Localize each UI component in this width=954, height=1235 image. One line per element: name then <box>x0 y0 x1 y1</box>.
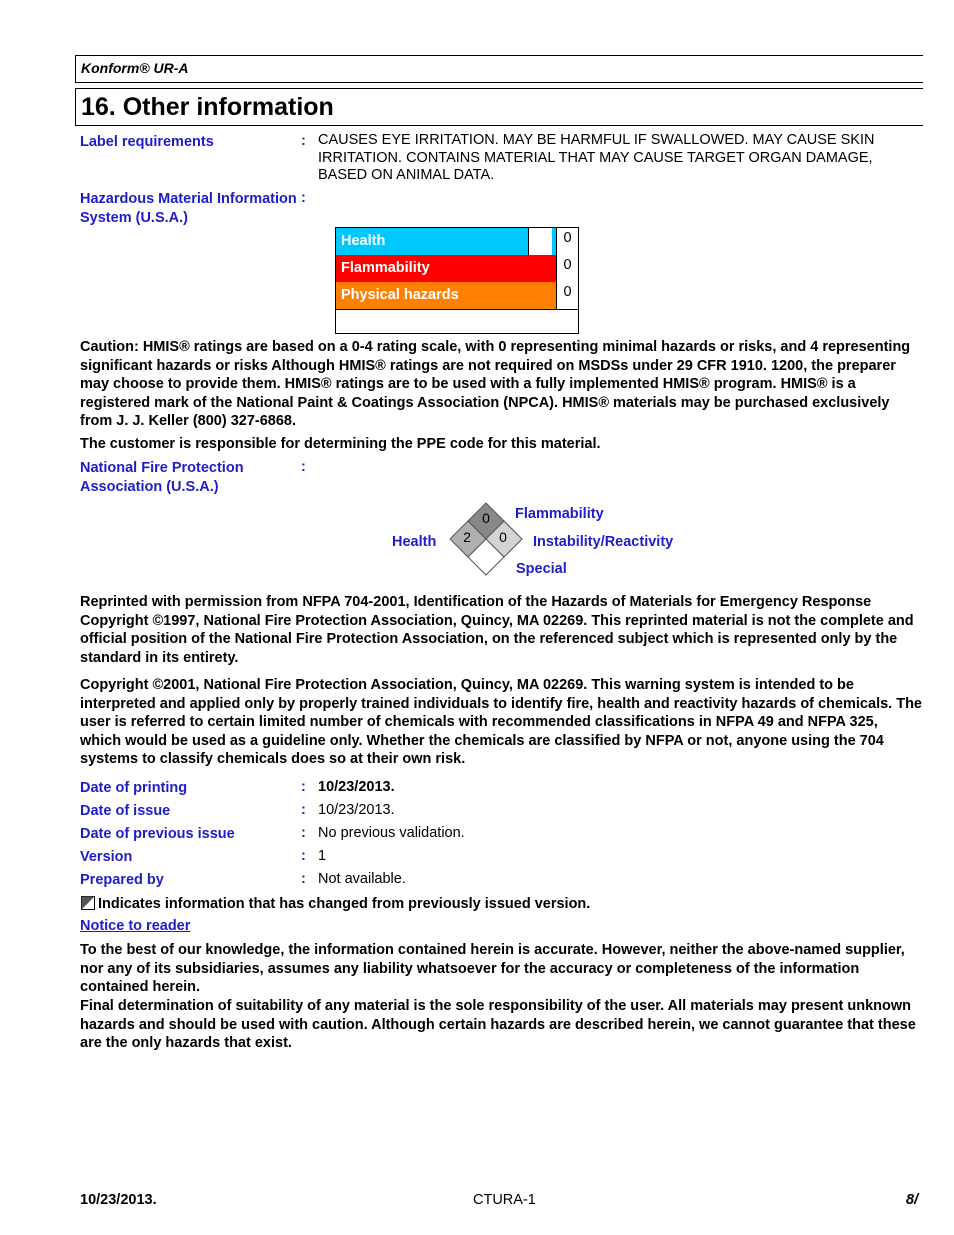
date-of-issue-label: Date of issue <box>80 803 171 819</box>
hmis-value-health: 0 <box>556 228 578 255</box>
colon: : <box>301 133 306 149</box>
date-of-printing-label: Date of printing <box>80 780 188 796</box>
hmis-caution: Caution: HMIS® ratings are based on a 0-4 rating scale, with 0 representing minimal hazards or risks, and 4 representing significant hazards or risks Although HMIS® ratings are not required on MSDSs under 29 CFR 1910. 1200, the preparer may choose to provide them. HMIS® ratings are to be used with a fully implemented HMIS® program. HMIS® is a registered mark of the National Paint & Coatings Association (NPCA). HMIS® materials may be purchased exclusively from J. J. Keller (800) 327-6868. <box>80 339 911 430</box>
nfpa-health-label: Health <box>392 534 437 550</box>
prepared-by-label: Prepared by <box>80 872 164 888</box>
colon: : <box>301 459 306 475</box>
version-value: 1 <box>318 848 327 864</box>
version-label: Version <box>80 849 133 865</box>
section-heading <box>75 88 923 126</box>
nfpa-flammability-label: Flammability <box>515 506 604 522</box>
product-name: Konform® UR-A <box>81 60 189 76</box>
section-title: 16. Other information <box>81 93 334 121</box>
footer-code: CTURA-1 <box>473 1192 536 1208</box>
colon: : <box>301 190 306 206</box>
date-of-previous-issue-value: No previous validation. <box>318 825 465 841</box>
label-requirements-value: CAUSES EYE IRRITATION. MAY BE HARMFUL IF SWALLOWED. MAY CAUSE SKIN IRRITATION. CONTAINS MATERIAL THAT MAY CAUSE TARGET ORGAN DAMAGE, BASED ON ANIMAL DATA. <box>318 132 875 183</box>
notice-paragraph-1: To the best of our knowledge, the information contained herein is accurate. However, neither the above-named supplier, nor any of its subsidiaries, assumes any liability whatsoever for the accuracy or completeness of the information contained herein. <box>80 942 905 996</box>
colon: : <box>301 848 306 864</box>
hmis-row-health: Health <box>336 228 528 255</box>
hmis-row-flammability: Flammability <box>336 255 556 282</box>
hmis-chronic-box <box>528 228 553 255</box>
hmis-value-physical-hazards: 0 <box>556 282 578 309</box>
colon: : <box>301 871 306 887</box>
hmis-row-physical-hazards: Physical hazards <box>336 282 556 309</box>
nfpa-label: National Fire Protection Association (U.S.A.) <box>80 460 244 495</box>
nfpa-reprint-notice: Reprinted with permission from NFPA 704-2001, Identification of the Hazards of Materials for Emergency Response Copyright ©1997, National Fire Protection Association, Quincy, MA 02269. This reprinted material is not the complete and official position of the National Fire Protection Association, on the referenced subject which is represented only by the standard in its entirety. <box>80 594 914 666</box>
colon: : <box>301 825 306 841</box>
product-header <box>75 55 923 83</box>
date-of-printing-value: 10/23/2013. <box>318 779 395 795</box>
colon: : <box>301 802 306 818</box>
nfpa-health-value: 2 <box>463 529 471 545</box>
prepared-by-value: Not available. <box>318 871 406 887</box>
hmis-table <box>335 227 579 334</box>
label-requirements-label: Label requirements <box>80 134 214 150</box>
nfpa-instability-label: Instability/Reactivity <box>533 534 674 550</box>
nfpa-instability-value: 0 <box>499 529 507 545</box>
change-indicator-icon <box>81 896 95 910</box>
notice-paragraph-2: Final determination of suitability of any material is the sole responsibility of the user. All materials may present unknown hazards and should be used with caution. Although certain hazards are described herein, we cannot guarantee that these are the only hazards that exist. <box>80 998 916 1052</box>
notice-to-reader-link[interactable]: Notice to reader <box>80 918 191 934</box>
nfpa-copyright-notice: Copyright ©2001, National Fire Protection Association, Quincy, MA 02269. This warning system is intended to be interpreted and applied only by properly trained individuals to identify fire, health and reactivity hazards of chemicals. The user is referred to certain limited number of chemicals with recommended classifications in NFPA 49 and NFPA 325, which would be used as a guideline only. Whether the chemicals are classified by NFPA or not, anyone using the 704 systems to classify chemicals does so at their own risk. <box>80 677 922 768</box>
nfpa-flammability-value: 0 <box>482 510 490 526</box>
colon: : <box>301 779 306 795</box>
hmis-divider <box>336 309 578 310</box>
hmis-label: Hazardous Material Information System (U.S.A.) <box>80 191 297 226</box>
change-indicator-text: Indicates information that has changed from previously issued version. <box>98 896 591 912</box>
hmis-value-flammability: 0 <box>556 255 578 282</box>
date-of-issue-value: 10/23/2013. <box>318 802 395 818</box>
ppe-note: The customer is responsible for determining the PPE code for this material. <box>80 436 601 452</box>
footer-page-number: 8/ <box>906 1192 919 1208</box>
nfpa-special-label: Special <box>516 561 567 577</box>
footer-date: 10/23/2013. <box>80 1192 157 1208</box>
date-of-previous-issue-label: Date of previous issue <box>80 826 235 842</box>
